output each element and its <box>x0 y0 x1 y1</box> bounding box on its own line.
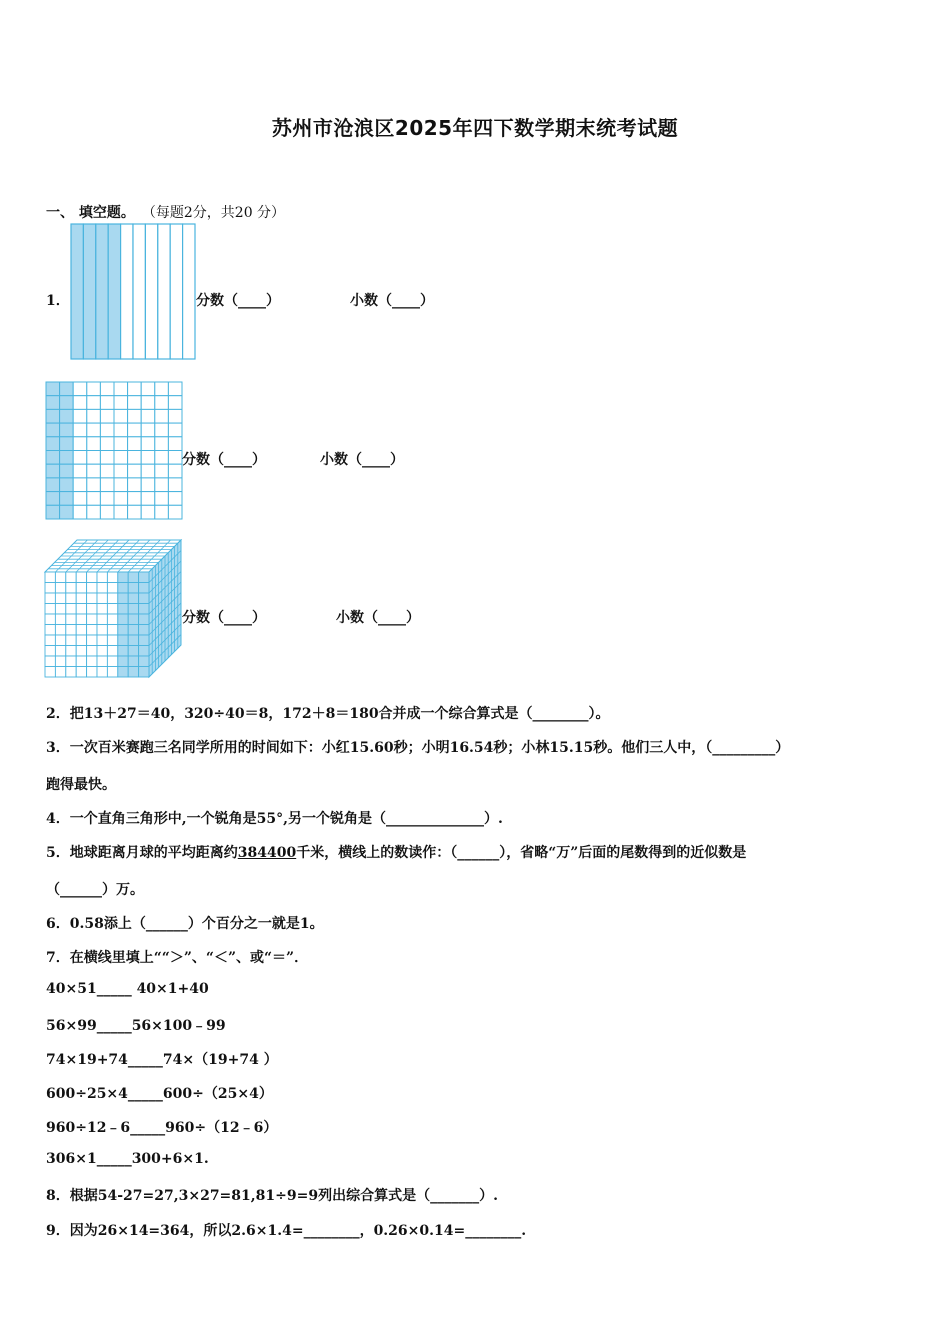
tenth-strip <box>108 224 120 359</box>
cube-front-cell <box>97 572 107 583</box>
cube-front-cell <box>76 593 86 604</box>
hundredth-cell <box>155 478 169 492</box>
q1a-fraction-blank: 分数（____） <box>196 293 280 309</box>
cube-front-cell <box>87 625 97 636</box>
tenth-strip <box>121 224 133 359</box>
cube-front-cell <box>97 667 107 678</box>
tenth-strip <box>170 224 182 359</box>
cube-front-cell <box>107 656 117 667</box>
cube-front-cell <box>66 646 76 657</box>
question-3-line2: 跑得最快。 <box>46 777 116 793</box>
question-5-line2: （______）万。 <box>46 882 144 898</box>
cube-front-cell <box>107 614 117 625</box>
hundredth-cell <box>128 409 142 423</box>
cube-front-cell <box>55 614 65 625</box>
hundredth-cell <box>128 437 142 451</box>
cube-front-cell <box>87 656 97 667</box>
hundred-grid-figure <box>45 381 183 520</box>
hundredth-cell <box>168 396 182 410</box>
cube-front-cell <box>107 604 117 615</box>
cube-front-cell <box>118 614 128 625</box>
tenth-strip <box>158 224 170 359</box>
page-title: 苏州市沧浪区2025年四下数学期末统考试题 <box>271 116 679 140</box>
cube-front-cell <box>107 572 117 583</box>
cube-front-cell <box>66 604 76 615</box>
q1c-fraction-blank: 分数（____） <box>182 610 266 626</box>
q7-item: 306×1_____300+6×1. <box>46 1151 209 1167</box>
cube-front-cell <box>87 593 97 604</box>
hundredth-cell <box>100 423 114 437</box>
hundredth-cell <box>155 423 169 437</box>
cube-front-cell <box>139 572 149 583</box>
cube-front-cell <box>128 614 138 625</box>
q1c-decimal-blank: 小数（____） <box>336 610 420 626</box>
tenth-strip <box>145 224 157 359</box>
cube-front-cell <box>66 625 76 636</box>
cube-front-cell <box>45 635 55 646</box>
cube-front-cell <box>128 593 138 604</box>
hundredth-cell <box>73 492 87 506</box>
tenth-strip <box>71 224 83 359</box>
hundredth-cell <box>46 423 60 437</box>
hundredth-cell <box>100 478 114 492</box>
cube-front-cell <box>45 604 55 615</box>
hundredth-cell <box>141 464 155 478</box>
hundredth-cell <box>87 505 101 519</box>
cube-front-cell <box>76 635 86 646</box>
question-7-prompt: 7．在横线里填上““＞”、“＜”、或“＝”． <box>46 950 309 966</box>
cube-front-cell <box>66 635 76 646</box>
cube-front-cell <box>76 604 86 615</box>
cube-front-cell <box>66 614 76 625</box>
hundredth-cell <box>114 451 128 465</box>
hundredth-cell <box>100 464 114 478</box>
q7-item: 960÷12﹣6_____960÷（12﹣6） <box>46 1120 278 1136</box>
hundredth-cell <box>114 492 128 506</box>
cube-front-cell <box>66 572 76 583</box>
hundredth-cell <box>114 423 128 437</box>
question-5-line1 <box>46 842 746 862</box>
hundredth-cell <box>114 464 128 478</box>
cube-front-cell <box>97 604 107 615</box>
cube-front-cell <box>76 656 86 667</box>
cube-front-cell <box>118 604 128 615</box>
section-heading <box>46 202 285 222</box>
hundredth-cell <box>114 437 128 451</box>
hundredth-cell <box>155 437 169 451</box>
cube-front-cell <box>118 572 128 583</box>
cube-front-cell <box>87 667 97 678</box>
cube-front-cell <box>128 604 138 615</box>
hundredth-cell <box>87 382 101 396</box>
cube-front-cell <box>55 625 65 636</box>
tenths-strip-figure <box>70 223 196 360</box>
hundredth-cell <box>114 382 128 396</box>
cube-front-cell <box>66 656 76 667</box>
hundredth-cell <box>100 382 114 396</box>
hundredth-cell <box>128 478 142 492</box>
q7-item: 40×51_____ 40×1+40 <box>46 981 209 997</box>
hundredth-cell <box>155 451 169 465</box>
cube-front-cell <box>76 572 86 583</box>
cube-front-cell <box>118 667 128 678</box>
hundredth-cell <box>60 505 74 519</box>
hundredth-cell <box>87 396 101 410</box>
cube-front-cell <box>87 646 97 657</box>
cube-front-cell <box>76 583 86 594</box>
cube-front-cell <box>55 572 65 583</box>
hundredth-cell <box>60 478 74 492</box>
tenth-strip <box>133 224 145 359</box>
cube-front-cell <box>128 583 138 594</box>
hundredth-cell <box>100 437 114 451</box>
cube-front-cell <box>76 614 86 625</box>
cube-front-cell <box>87 614 97 625</box>
hundredth-cell <box>73 396 87 410</box>
cube-front-cell <box>87 635 97 646</box>
cube-front-cell <box>107 646 117 657</box>
hundredth-cell <box>60 492 74 506</box>
cube-front-cell <box>45 646 55 657</box>
hundredth-cell <box>46 409 60 423</box>
hundredth-cell <box>73 478 87 492</box>
hundredth-cell <box>114 409 128 423</box>
cube-front-cell <box>97 646 107 657</box>
cube-front-cell <box>66 593 76 604</box>
cube-front-cell <box>139 667 149 678</box>
cube-front-cell <box>55 667 65 678</box>
hundredth-cell <box>73 382 87 396</box>
q7-item: 74×19+74_____74×（19+74 ） <box>46 1052 278 1068</box>
cube-front-cell <box>139 625 149 636</box>
hundredth-cell <box>100 396 114 410</box>
q5-post: 千米，横线上的数读作：（______），省略“万”后面的尾数得到的近似数是 <box>296 845 747 861</box>
cube-front-cell <box>107 625 117 636</box>
cube-front-cell <box>55 604 65 615</box>
cube-front-cell <box>118 635 128 646</box>
cube-front-cell <box>55 593 65 604</box>
cube-front-cell <box>128 625 138 636</box>
hundredth-cell <box>155 409 169 423</box>
hundredth-cell <box>128 505 142 519</box>
cube-front-cell <box>45 625 55 636</box>
cube-front-cell <box>128 656 138 667</box>
q1b-fraction-blank: 分数（____） <box>182 452 266 468</box>
hundredth-cell <box>73 409 87 423</box>
cube-front-cell <box>107 583 117 594</box>
cube-front-cell <box>118 625 128 636</box>
tenth-strip <box>96 224 108 359</box>
hundredth-cell <box>60 396 74 410</box>
hundredth-cell <box>141 396 155 410</box>
hundredth-cell <box>60 451 74 465</box>
cube-front-cell <box>107 635 117 646</box>
hundredth-cell <box>100 505 114 519</box>
section-points: （每题2分，共20 分） <box>148 205 286 221</box>
cube-front-cell <box>139 646 149 657</box>
cube-front-cell <box>55 583 65 594</box>
hundredth-cell <box>155 492 169 506</box>
q5-pre: 5．地球距离月球的平均距离约 <box>46 845 238 861</box>
q1-number: 1． <box>46 293 70 309</box>
question-6: 6．0.58添上（______）个百分之一就是1。 <box>46 916 324 932</box>
hundredth-cell <box>168 382 182 396</box>
q5-underlined-number: 384400 <box>237 845 297 861</box>
cube-front-cell <box>128 635 138 646</box>
cube-front-cell <box>139 635 149 646</box>
hundredth-cell <box>168 464 182 478</box>
cube-front-cell <box>118 593 128 604</box>
hundredth-cell <box>168 478 182 492</box>
cube-front-cell <box>87 572 97 583</box>
hundredth-cell <box>141 382 155 396</box>
hundredth-cell <box>141 423 155 437</box>
hundredth-cell <box>60 382 74 396</box>
cube-front-cell <box>45 667 55 678</box>
cube-front-cell <box>45 593 55 604</box>
hundredth-cell <box>60 423 74 437</box>
cube-front-cell <box>87 583 97 594</box>
hundredth-cell <box>114 396 128 410</box>
hundredth-cell <box>87 423 101 437</box>
hundredth-cell <box>100 451 114 465</box>
q7-item: 56×99_____56×100﹣99 <box>46 1018 226 1034</box>
hundredth-cell <box>168 492 182 506</box>
hundredth-cell <box>60 409 74 423</box>
cube-front-cell <box>45 614 55 625</box>
cube-front-cell <box>118 656 128 667</box>
hundredth-cell <box>46 505 60 519</box>
hundredth-cell <box>87 437 101 451</box>
cube-front-cell <box>97 625 107 636</box>
hundredth-cell <box>128 423 142 437</box>
section-title: 一、 填空题。 <box>46 205 135 221</box>
hundredth-cell <box>168 451 182 465</box>
hundredth-cell <box>87 451 101 465</box>
hundredth-cell <box>100 492 114 506</box>
cube-front-cell <box>76 646 86 657</box>
hundredth-cell <box>46 451 60 465</box>
cube-front-cell <box>139 604 149 615</box>
cube-front-cell <box>55 656 65 667</box>
cube-front-cell <box>97 635 107 646</box>
question-8: 8．根据54-27=27,3×27=81,81÷9=9列出综合算式是（_______）. <box>46 1188 498 1204</box>
hundredth-cell <box>128 451 142 465</box>
hundredth-cell <box>46 382 60 396</box>
hundredth-cell <box>46 437 60 451</box>
hundredth-cell <box>60 464 74 478</box>
hundredth-cell <box>46 464 60 478</box>
hundredth-cell <box>141 451 155 465</box>
cube-front-cell <box>128 646 138 657</box>
cube-front-cell <box>45 656 55 667</box>
hundredth-cell <box>87 464 101 478</box>
hundredth-cell <box>87 492 101 506</box>
hundredth-cell <box>87 409 101 423</box>
hundredth-cell <box>128 396 142 410</box>
cube-front-cell <box>128 572 138 583</box>
hundredth-cell <box>168 423 182 437</box>
cube-front-cell <box>139 583 149 594</box>
hundredth-cell <box>128 492 142 506</box>
q1a-decimal-blank: 小数（____） <box>350 293 434 309</box>
cube-front-cell <box>97 593 107 604</box>
cube-front-cell <box>128 667 138 678</box>
hundredth-cell <box>128 382 142 396</box>
cube-front-cell <box>97 614 107 625</box>
hundredth-cell <box>87 478 101 492</box>
cube-front-cell <box>118 646 128 657</box>
tenth-strip <box>83 224 95 359</box>
cube-front-cell <box>139 593 149 604</box>
hundredth-cell <box>114 478 128 492</box>
cube-front-cell <box>76 625 86 636</box>
hundredth-cell <box>73 437 87 451</box>
hundredth-cell <box>114 505 128 519</box>
cube-front-cell <box>45 583 55 594</box>
cube-front-cell <box>76 667 86 678</box>
hundredth-cell <box>128 464 142 478</box>
hundredth-cell <box>46 492 60 506</box>
hundredth-cell <box>141 505 155 519</box>
hundredth-cell <box>168 505 182 519</box>
hundredth-cell <box>168 409 182 423</box>
hundredth-cell <box>73 505 87 519</box>
q1b-decimal-blank: 小数（____） <box>320 452 404 468</box>
question-9: 9．因为26×14=364，所以2.6×1.4=________，0.26×0.14=________. <box>46 1223 527 1239</box>
q7-item: 600÷25×4_____600÷（25×4） <box>46 1086 273 1102</box>
tenth-strip <box>183 224 195 359</box>
hundredth-cell <box>155 396 169 410</box>
cube-front-cell <box>139 614 149 625</box>
question-2: 2．把13＋27＝40，320÷40＝8，172＋8＝180合并成一个综合算式是（________）。 <box>46 706 610 722</box>
hundredth-cell <box>155 382 169 396</box>
cube-front-cell <box>97 656 107 667</box>
cube-front-cell <box>107 667 117 678</box>
hundredth-cell <box>73 423 87 437</box>
cube-front-cell <box>45 572 55 583</box>
hundredth-cell <box>155 464 169 478</box>
cube-front-cell <box>55 646 65 657</box>
question-3-line1: 3．一次百米赛跑三名同学所用的时间如下：小红15.60秒；小明16.54秒；小林15.15秒。他们三人中，（_________） <box>46 740 790 756</box>
cube-front-cell <box>107 593 117 604</box>
hundredth-cell <box>46 396 60 410</box>
hundredth-cell <box>60 437 74 451</box>
hundredth-cell <box>100 409 114 423</box>
cube-front-cell <box>66 583 76 594</box>
hundredth-cell <box>141 409 155 423</box>
hundredth-cell <box>46 478 60 492</box>
cube-front-cell <box>66 667 76 678</box>
hundredth-cell <box>168 437 182 451</box>
cube-front-cell <box>87 604 97 615</box>
hundredth-cell <box>141 492 155 506</box>
hundredth-cell <box>141 437 155 451</box>
hundredth-cell <box>73 464 87 478</box>
hundredth-cell <box>141 478 155 492</box>
hundredth-cell <box>155 505 169 519</box>
cube-front-cell <box>118 583 128 594</box>
cube-front-cell <box>97 583 107 594</box>
cube-front-cell <box>139 656 149 667</box>
cube-front-cell <box>55 635 65 646</box>
thousand-cube-figure <box>44 539 184 680</box>
hundredth-cell <box>73 451 87 465</box>
question-4: 4．一个直角三角形中,一个锐角是55°,另一个锐角是（______________）. <box>46 811 503 827</box>
